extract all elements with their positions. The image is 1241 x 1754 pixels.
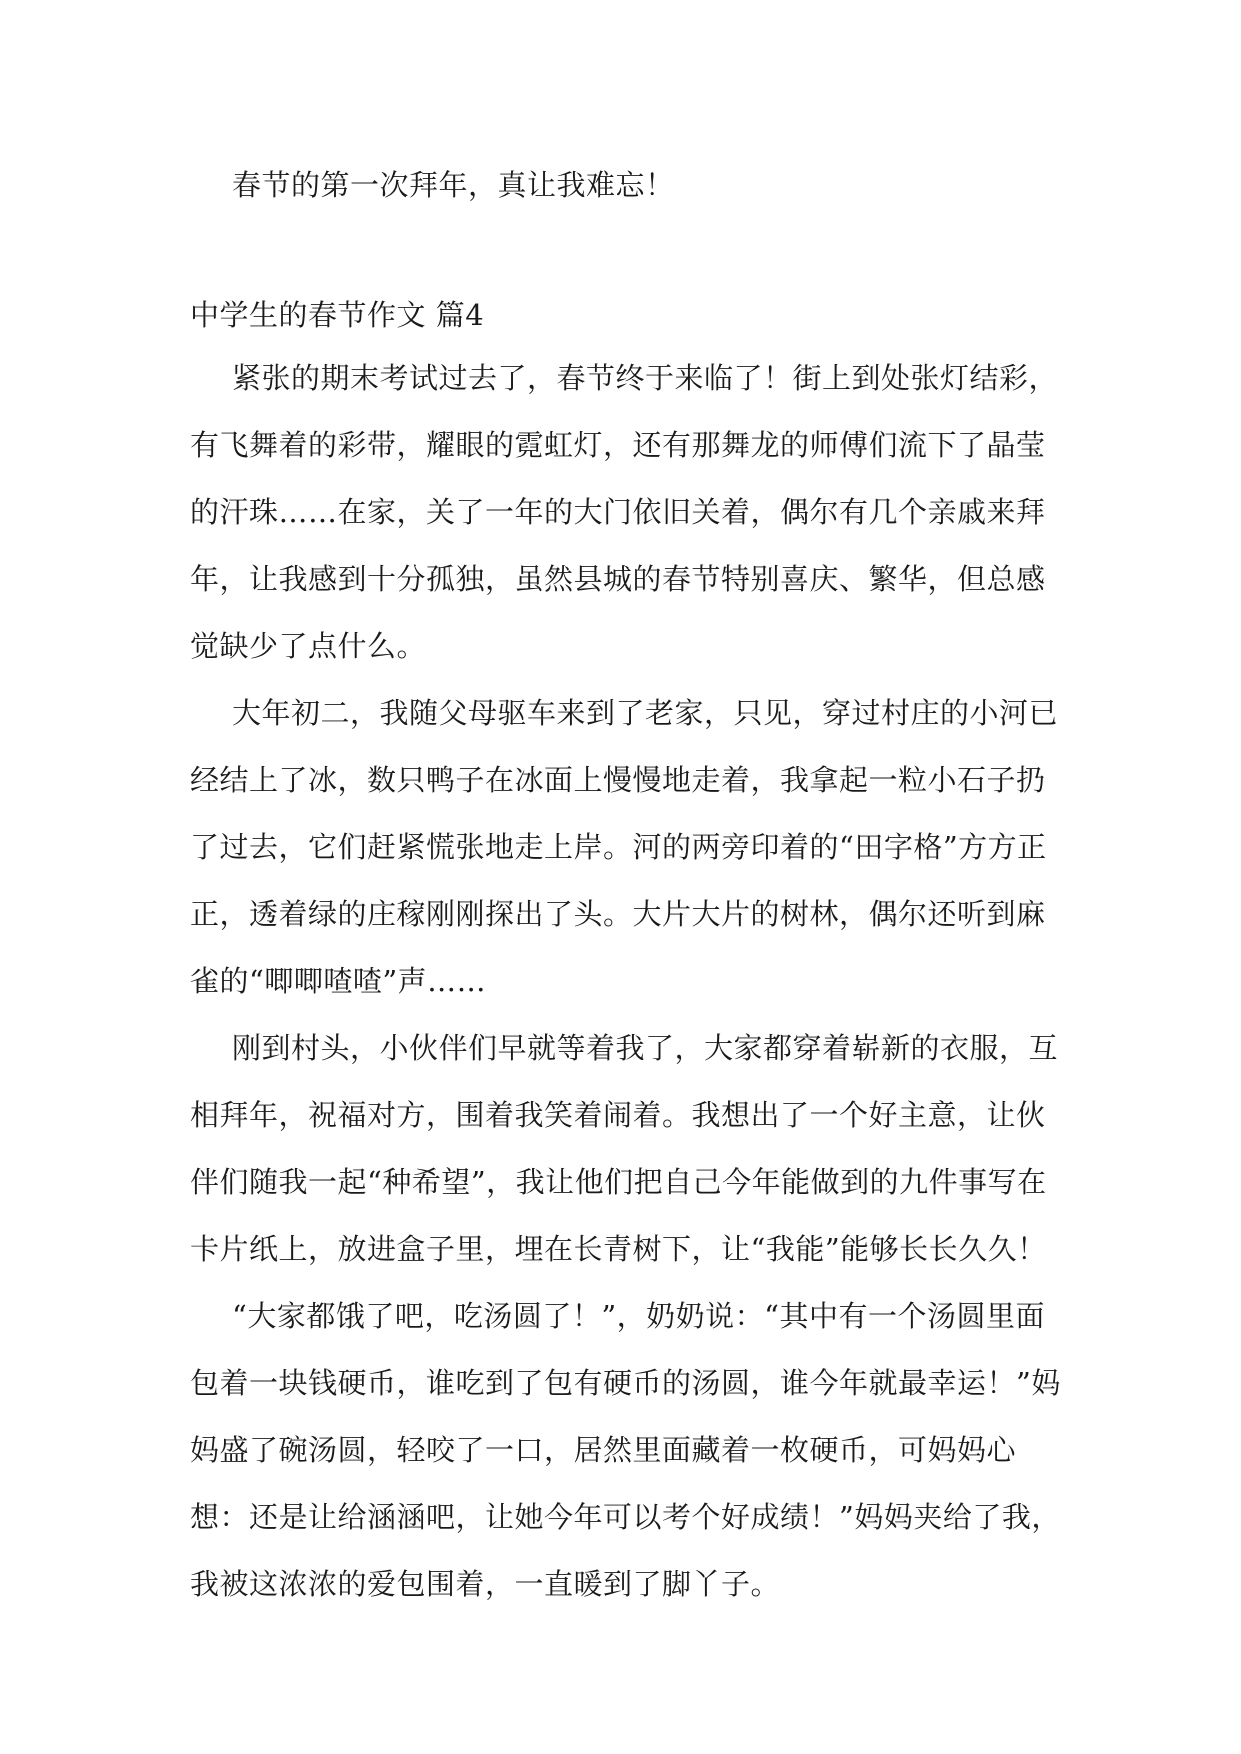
section-heading: 中学生的春节作文 篇4 (190, 298, 485, 332)
closing-line: 春节的第一次拜年，真让我难忘！ (232, 168, 675, 202)
paragraph-4: “大家都饿了吧，吃汤圆了！”，奶奶说：“其中有一个汤圆里面包着一块钱硬币，谁吃到了包有硬币的汤圆，谁今年就最幸运！”妈妈盛了碗汤圆，轻咬了一口，居然里面藏着一枚硬币，可妈妈心想：还是让给涵涵吧，让她今年可以考个好成绩！”妈妈夹给了我，我被这浓浓的爱包围着，一直暖到了脚丫子。 (190, 1299, 1061, 1601)
paragraph-2: 大年初二，我随父母驱车来到了老家，只见，穿过村庄的小河已经结上了冰，数只鸭子在冰面上慢慢地走着，我拿起一粒小石子扔了过去，它们赶紧慌张地走上岸。河的两旁印着的“田字格”方方正正，透着绿的庄稼刚刚探出了头。大片大片的树林，偶尔还听到麻雀的“唧唧喳喳”声…… (190, 696, 1059, 998)
essay-body (190, 345, 1070, 1618)
paragraph-1: 紧张的期末考试过去了，春节终于来临了！街上到处张灯结彩，有飞舞着的彩带，耀眼的霓虹灯，还有那舞龙的师傅们流下了晶莹的汗珠……在家，关了一年的大门依旧关着，偶尔有几个亲戚来拜年，让我感到十分孤独，虽然县城的春节特别喜庆、繁华，但总感觉缺少了点什么。 (190, 361, 1059, 663)
paragraph-3: 刚到村头，小伙伴们早就等着我了，大家都穿着崭新的衣服，互相拜年，祝福对方，围着我笑着闹着。我想出了一个好主意，让伙伴们随我一起“种希望”，我让他们把自己今年能做到的九件事写在卡片纸上，放进盒子里，埋在长青树下，让“我能”能够长长久久！ (190, 1031, 1059, 1266)
